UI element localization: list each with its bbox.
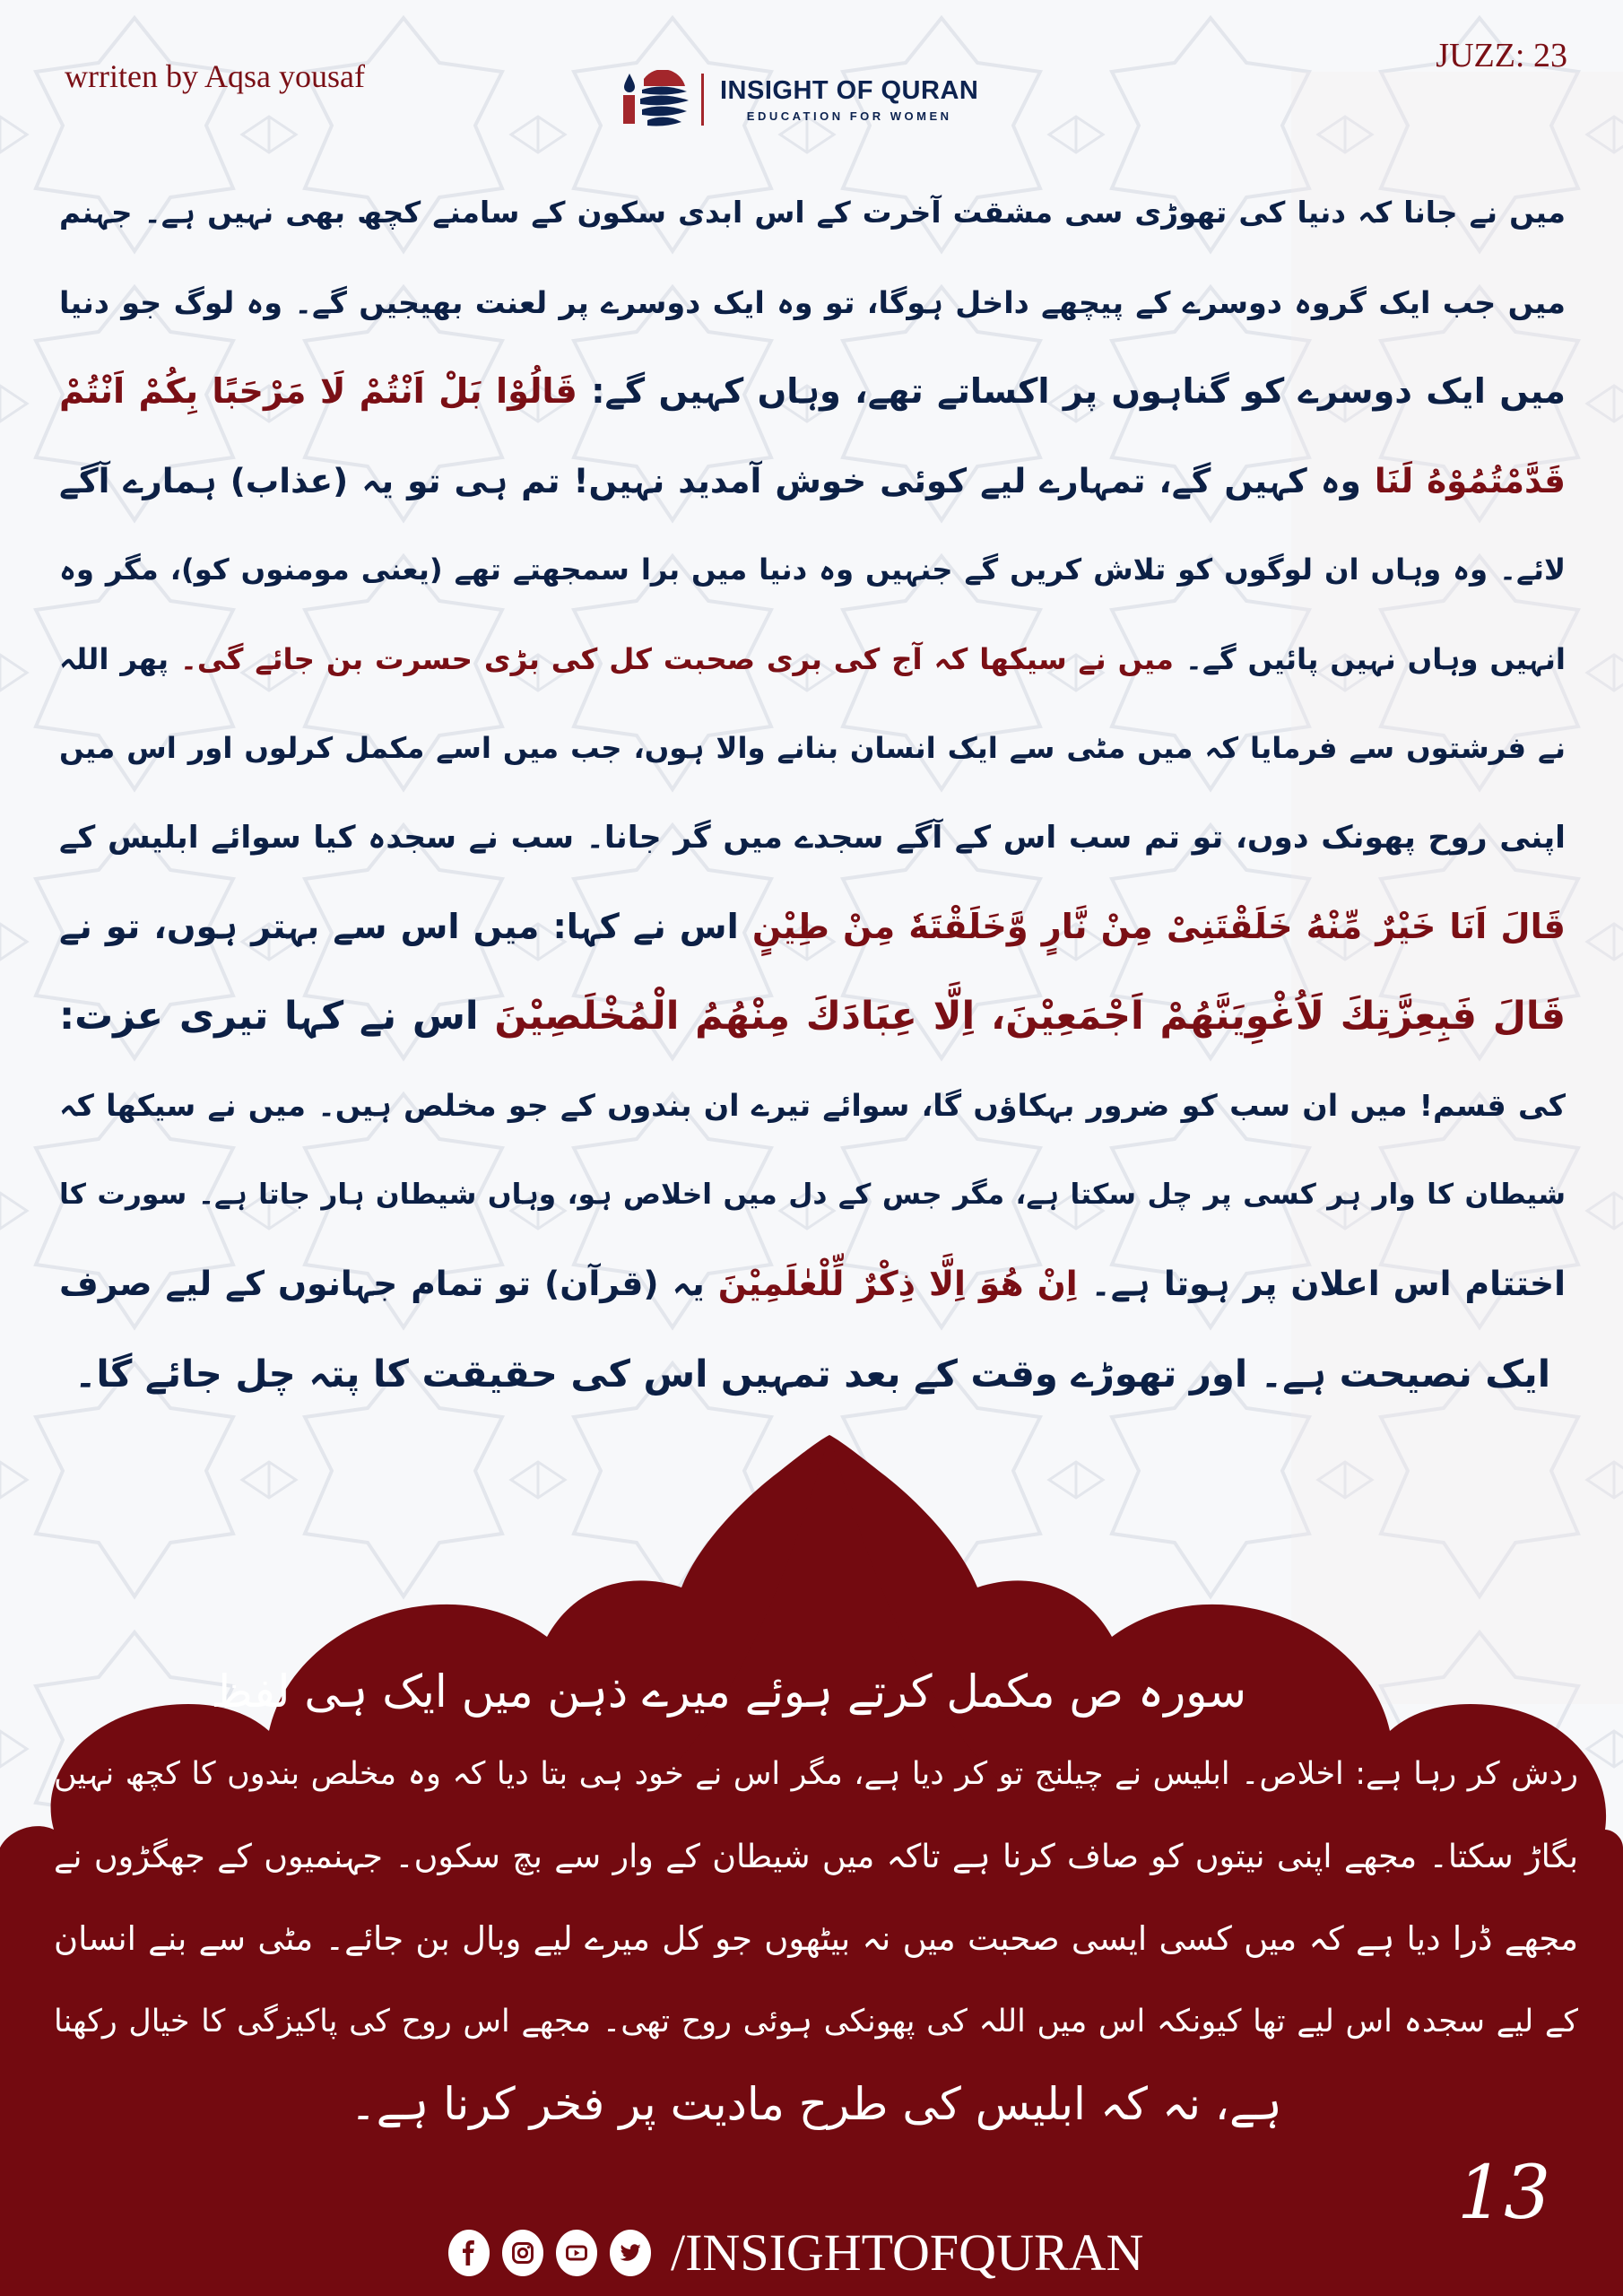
logo-divider [701,74,704,126]
paragraph-line [59,526,1566,615]
paragraph-line [59,1151,1566,1240]
paragraph-line [59,1329,1566,1419]
paragraph-line [59,972,1566,1062]
urdu-text: انہیں وہاں نہیں پائیں گے۔ [1173,641,1566,676]
urdu-text: یہ (قرآن) تو تمام جہانوں کے لیے صرف [59,1264,718,1303]
paragraph-line [59,794,1566,883]
paragraph-line [59,704,1566,794]
paragraph-line [59,1239,1566,1329]
reflection-line: بگاڑ سکتا۔ مجھے اپنی نیتوں کو صاف کرنا ہے تاکہ میں شیطان کے وار سے بچ سکوں۔ جہنمیوں کے جھگڑوں نے [54,1837,1578,1875]
quran-verse: قَالُوْا بَلْ اَنْتُمْ لَا مَرْحَبًا بِكُمْ اَنْتُمْ [59,371,577,412]
urdu-text: وہ کہیں گے، تمہارے لیے کوئی خوش آمدید نہیں! تم ہی تو یہ (عذاب) ہمارے آگے [59,460,1375,500]
juzz-label: JUZZ: 23 [1436,37,1567,74]
main-paragraph [59,169,1566,1418]
paragraph-line [59,258,1566,348]
urdu-text: اس نے کہا تیری عزت: [59,993,495,1039]
urdu-text: لائے۔ وہ وہاں ان لوگوں کو تلاش کریں گے جنہیں وہ دنیا میں برا سمجھتے تھے (یعنی مومنوں کو)، مگر وہ [59,552,1566,587]
quran-verse: قَالَ اَنَا خَيْرٌ مِّنْهُ خَلَقْتَنِىْ مِنْ نَّارٍ وَّخَلَقْتَهٗ مِنْ طِيْنٍ [751,907,1566,947]
urdu-text: شیطان کا وار ہر کسی پر چل سکتا ہے، مگر جس کے دل میں اخلاص ہو، وہاں شیطان ہار جاتا ہے۔ سورت کا [59,1178,1566,1211]
urdu-text: اختتام اس اعلان پر ہوتا ہے۔ [1077,1264,1567,1303]
reflection-line: ہے، نہ کہ ابلیس کی طرح مادیت پر فخر کرنا ہے۔ [350,2078,1282,2130]
urdu-text: ایک نصیحت ہے۔ اور تھوڑے وقت کے بعد تمہیں اس کی حقیقت کا پتہ چل جائے گا۔ [74,1351,1551,1396]
paragraph-line [59,883,1566,972]
urdu-text: اس نے کہا: میں اس سے بہتر ہوں، تو نے [59,907,752,947]
reflection-line: مجھے ڈرا دیا ہے کہ میں کسی ایسی صحبت میں نہ بیٹھوں جو کل میرے لیے وبال بن جائے۔ مٹی سے بنے انسان [54,1919,1578,1958]
social-handle[interactable]: /INSIGHTOFQURAN [671,2223,1144,2282]
quran-verse: اِنْ هُوَ اِلَّا ذِكْرٌ لِّلْعٰلَمِيْنَ [717,1264,1078,1303]
facebook-icon[interactable] [448,2230,490,2276]
lesson-highlight: میں نے سیکھا کہ آج کی بری صحبت کل کی بڑی حسرت بن جائے گی۔ [179,641,1174,676]
urdu-text: میں نے جانا کہ دنیا کی تھوڑی سی مشقت آخرت کے اس ابدی سکون کے سامنے کچھ بھی نہیں ہے۔ جہنم [59,196,1566,230]
quran-verse: قَالَ فَبِعِزَّتِكَ لَاُغْوِيَنَّهُمْ اَجْمَعِيْنَ، اِلَّا عِبَادَكَ مِنْهُمُ الْمُخْلَصِيْنَ [494,993,1566,1039]
header [0,0,1623,161]
paragraph-line [59,615,1566,705]
twitter-icon[interactable] [610,2230,651,2276]
youtube-icon[interactable] [556,2230,597,2276]
urdu-text: میں ایک دوسرے کو گناہوں پر اکساتے تھے، وہاں کہیں گے: [577,371,1566,412]
paragraph-line [59,169,1566,258]
reflection-box [54,1650,1578,2145]
logo-title: INSIGHT OF QURAN [720,75,979,105]
urdu-text: پھر اللہ [59,641,180,676]
instagram-icon[interactable] [502,2230,543,2276]
reflection-line: ردش کر رہا ہے: اخلاص۔ ابلیس نے چیلنج تو کر دیا ہے، مگر اس نے خود ہی بتا دیا کہ وہ مخلص بندوں کا کچھ نہیں [54,1756,1578,1792]
logo [621,70,978,129]
reflection-title: سورہ ص مکمل کرتے ہوئے میرے ذہن میں ایک ہی لفظ [211,1665,1246,1718]
urdu-text: اپنی روح پھونک دوں، تو تم سب اس کے آگے سجدے میں گر جانا۔ سب نے سجدہ کیا سوائے ابلیس کے [59,819,1566,856]
logo-subtitle: EDUCATION FOR WOMEN [746,109,952,123]
page-number: 13 [1457,2151,1551,2236]
quran-verse: قَدَّمْتُمُوْهُ لَنَا [1374,460,1567,500]
paragraph-line [59,437,1566,526]
urdu-text: میں جب ایک گروہ دوسرے کے پیچھے داخل ہوگا، تو وہ ایک دوسرے پر لعنت بھیجیں گے۔ وہ لوگ جو دنیا [59,284,1566,320]
urdu-text: نے فرشتوں سے فرمایا کہ میں مٹی سے ایک انسان بنانے والا ہوں، جب میں اسے مکمل کرلوں اور اس میں [59,731,1566,765]
paragraph-line [59,347,1566,437]
reflection-line: کے لیے سجدہ اس لیے تھا کیونکہ اس میں اللہ کی پھونکی ہوئی روح تھی۔ مجھے اس روح کی پاکیزگی کا خیال رکھنا [54,2004,1578,2039]
author-credit: wrriten by Aqsa yousaf [65,58,365,94]
paragraph-line [59,1061,1566,1151]
urdu-text: کی قسم! میں ان سب کو ضرور بہکاؤں گا، سوائے تیرے ان بندوں کے جو مخلص ہیں۔ میں نے سیکھا کہ [59,1088,1566,1123]
social-footer [448,2222,1143,2283]
logo-mark-icon [621,70,692,129]
